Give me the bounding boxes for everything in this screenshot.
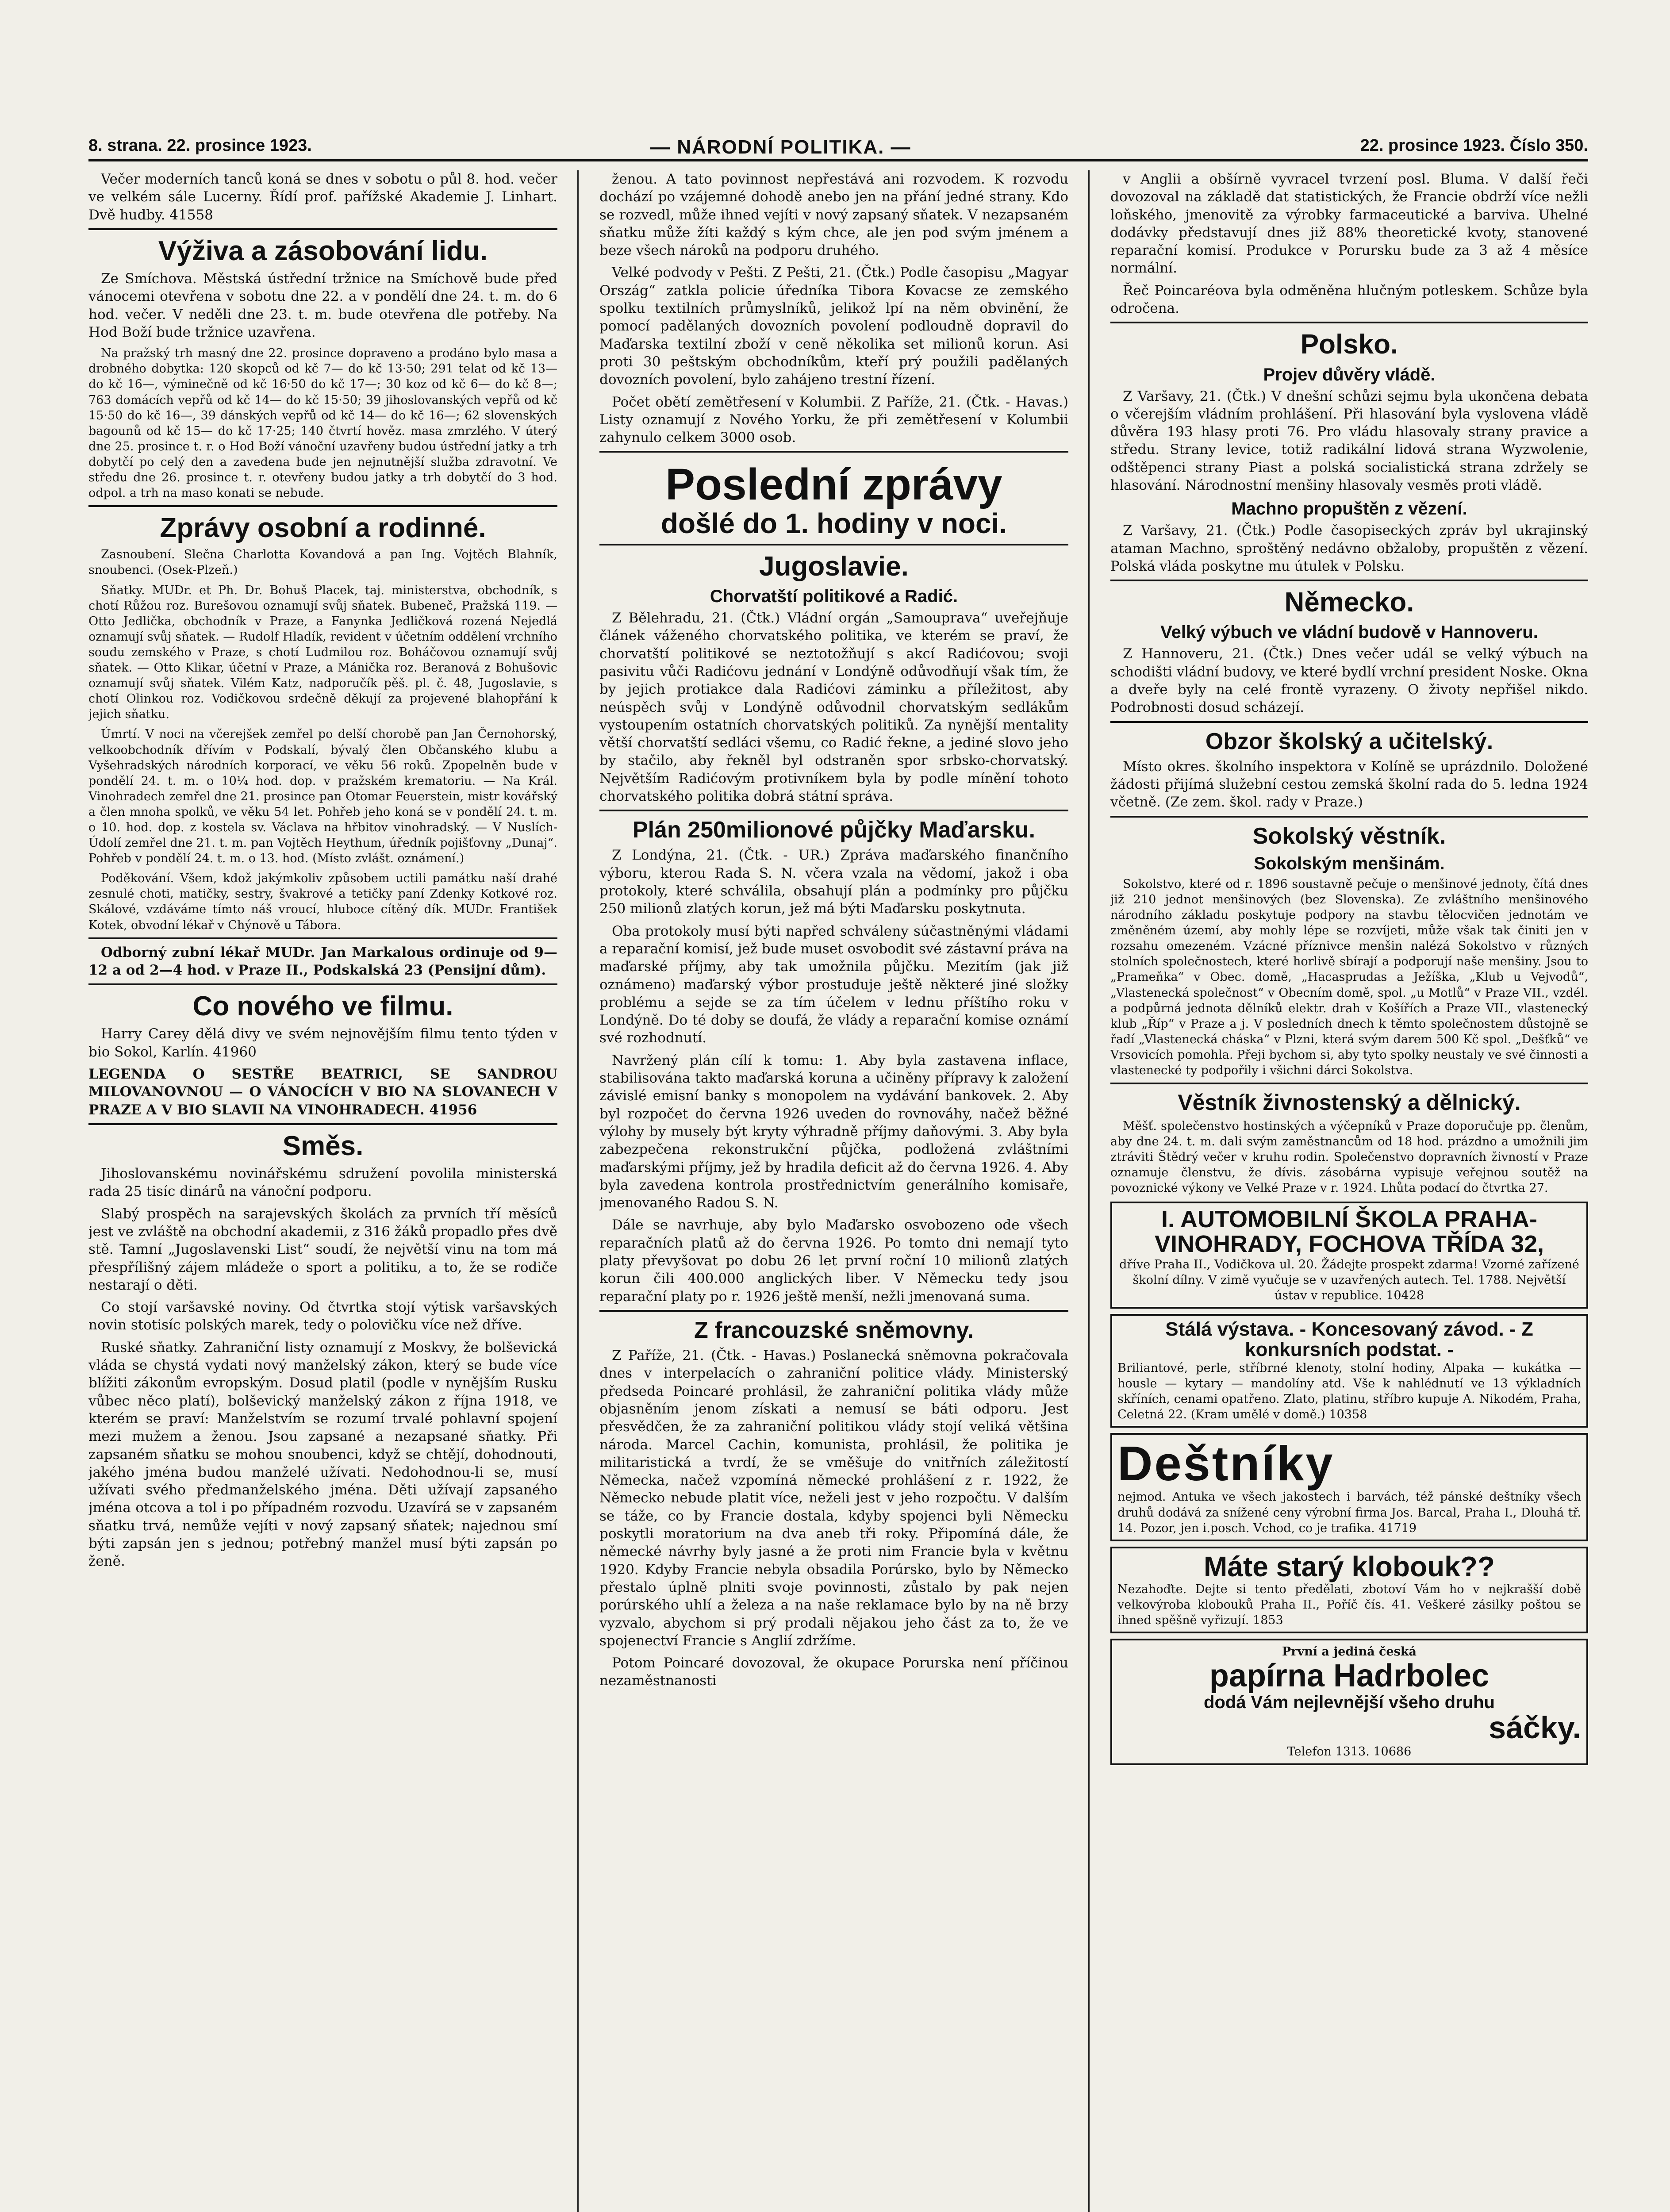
- article-headline: Sokolským menšinám.: [1254, 853, 1445, 873]
- section-title: Směs.: [282, 1130, 364, 1161]
- divider: [88, 1123, 557, 1125]
- divider: [88, 983, 557, 985]
- article-paragraph: Měšť. společenstvo hostinských a výčepníků v Praze doporučuje pp. členům, aby dne 24. t. m. dali svým zaměstnancům od 18 hod. prázdno a umožnili jim ztráviti Štědrý večer v kruhu rodin. Společenstvo dopravních živností v Praze oznamuje členstvu, že dívis. zásobárna vypisuje veřejnou soutěž na povoznické výkony ve Velké Praze v r. 1924. Lhůta podací do čtvrtka 27.: [1110, 1119, 1588, 1195]
- article-headline: Projev důvěry vládě.: [1263, 365, 1436, 384]
- article-paragraph: Ruské sňatky. Zahraniční listy oznamují z Moskvy, že bolševická vláda se chystá vydati nový manželský zákon, který se bude více blížiti zákonům evropským. Dosud platil (podle v nynějším Rusku vůbec něco platí), bolševický manželský zákon z října 1918, ve kterém se praví: Manželstvím se rozumí trvalé pohlavní spojení mezi mužem a ženou. Jsou zapsané a nezapsané sňatky. Při zapsaném sňatku se mohou snoubenci, když se chtějí, dohodnouti, jakého jména budou manželé užívati. Nedohodnou-li se, musí užívati svého předmanželského jména. Děti užívají zapsaného jména otcova a tol i po případném rozvodu. Uzavírá se v zapsaném sňatku trvá, nemůže vejíti v nový zapsaný sňatek; najednou smí býti zapsán jen s jednou; potřebný manžel musí býti zapsán po ženě.: [88, 1339, 557, 1570]
- article-paragraph: Na pražský trh masný dne 22. prosince dopraveno a prodáno bylo masa a drobného dobytka: 120 skopců od kč 7— do kč 13·50; 291 telat od kč 13— do kč 16—, výminečně od kč 16·50 do kč 17—; 30 koz od kč 6— do kč 8—; 763 domácích vepřů od kč 14— do kč 15·50; 39 jihoslovanských vepřů od kč 15·50 do kč 16—, 39 dánských vepřů od kč 14— do kč 16—; 62 slovenských bagounů od kč 15— do kč 17·25; 140 čtvrtí hověz. masa zmrzlého. V úterý dne 25. prosince t. r. o Hod Boží vánoční uzavřeny budou ústřední jatky a trh dobytčí po celý den a zavedena bude jen nejnutnější služba zdravotní. Ve středu dne 26. prosince t. r. otevřeny budou jatky a trh dobytčí do 3 hod. odpol. a trh na maso konati se nebude.: [88, 346, 557, 500]
- article-headline: Velký výbuch ve vládní budově v Hannoveru.: [1160, 622, 1538, 642]
- advertisement-paper-mill: [1110, 1639, 1588, 1765]
- section-title: Jugoslavie.: [759, 551, 909, 582]
- advertisement-driving-school: [1110, 1202, 1588, 1309]
- section-title: Zprávy osobní a rodinné.: [160, 513, 486, 544]
- section-title: Co nového ve filmu.: [192, 991, 453, 1022]
- latest-news-title: Poslední zprávy: [665, 460, 1002, 510]
- column-1: [88, 170, 557, 1575]
- newspaper-page: [88, 133, 1588, 2212]
- article-paragraph: Potom Poincaré dovozoval, že okupace Porurska není příčinou nezaměstnanosti: [599, 1655, 1068, 1689]
- article-paragraph: Sokolstvo, které od r. 1896 soustavně pečuje o menšinové jednoty, čítá dnes již 210 jednot menšinových (bez Slovenska). Ze zvláštního menšinového národního základu poskytuje podpory na stavbu tělocvičen jednotám ve změněném území, aby mohly lépe se rozvíjeti, může však tak činiti jen v rozsahu omezeném. Vzácné příznivce menšin nalézá Sokolstvo v různých stolních společnostech, které horlivě sbírají a podporují naše menšiny. Jsou to „Prameňka“ v Obec. domě, „Hacasprudas a Ježíška, „Klub u Vejvodů“, „Vlastenecká společnost“ v Obecním domě, spol. „u Motlů“ v Praze VII., vzdél. a podpůrná jednota dělníků elektr. drah v Košířích a Praze VII., vlastenecký klub „Říp“ v Praze a j. V posledních dnech k těmto společnostem důstojně se řadí „Vlastenecká cháska“ v Plzni, která svým darem 500 Kč spol. „Dešťků“ ve Vrsovicích pomohla. Přeji bychom si, aby tyto spolky neustaly ve své činnosti a vlastenecké ty podpořily i všichni dárci Sokolstva.: [1110, 877, 1588, 1077]
- latest-news-subtitle: došlé do 1. hodiny v noci.: [660, 507, 1007, 540]
- article-paragraph: ženou. A tato povinnost nepřestává ani rozvodem. K rozvodu dochází po vzájemné dohodě anebo jen na přání jedné strany. Kdo se rozvedl, může ihned vejíti v nový zapsaný sňatek. V nezapsaném sňatku může žíti každý s kým chce, ale jen pod svým jménem a beze všech nároků na podporu druhého.: [599, 171, 1068, 259]
- article-paragraph: Z Varšavy, 21. (Čtk.) Podle časopiseckých zpráv byl ukrajinský ataman Machno, sproštěný nedávno obžaloby, propuštěn z vězení. Polská vláda poskytne mu útulek v Polsku.: [1110, 522, 1588, 574]
- ad-text: První a jediná česká: [1282, 1645, 1417, 1659]
- section-title: Věstník živnostenský a dělnický.: [1178, 1090, 1521, 1115]
- ad-title: Máte starý klobouk??: [1204, 1550, 1495, 1582]
- article-headline: Machno propuštěn z vězení.: [1231, 499, 1467, 519]
- ad-text: Telefon 1313. 10686: [1287, 1745, 1412, 1759]
- divider: [1110, 721, 1588, 723]
- column-rule: [1088, 170, 1090, 2212]
- divider: [1110, 322, 1588, 323]
- article-paragraph: Počet obětí zemětřesení v Kolumbii. Z Paříže, 21. (Čtk. - Havas.) Listy oznamují z Nového Yorku, že při zemětřesení v Kolumbii zahynulo celkem 3000 osob.: [599, 394, 1068, 446]
- ad-title: Deštníky: [1117, 1436, 1335, 1491]
- article-paragraph: Řeč Poincaréova byla odměněna hlučným potleskem. Schůze byla odročena.: [1110, 282, 1588, 317]
- article-paragraph: LEGENDA O SESTŘE BEATRICI, SE SANDROU MILOVANOVNOU — O VÁNOCÍCH V BIO NA SLOVANECH V PRAZE A V BIO SLAVII NA VINOHRADECH. 41956: [88, 1066, 557, 1118]
- section-title: Sokolský věstník.: [1252, 823, 1446, 849]
- divider: [599, 451, 1068, 453]
- divider: [88, 228, 557, 230]
- advertisement-hats: [1110, 1547, 1588, 1633]
- ad-text: Briliantové, perle, stříbrné klenoty, stolní hodiny, Alpaka — kukátka — housle — kytary — mandolíny atd. Vše k nahlédnutí ve 13 výkladních skříních, cenami opatřeno. Zlato, platinu, stříbro kupuje A. Nikodém, Praha, Celetná 22. (Kram umělé v domě.) 10358: [1117, 1361, 1581, 1421]
- ad-title: papírna Hadrbolec: [1209, 1658, 1490, 1694]
- column-rule: [577, 170, 579, 2212]
- divider: [599, 810, 1068, 811]
- article-paragraph: Jihoslovanskému novinářskému sdružení povolila ministerská rada 25 tisíc dinárů na vánoční podporu.: [88, 1166, 557, 1200]
- article-paragraph: Z Bělehradu, 21. (Čtk.) Vládní orgán „Samouprava“ uveřejňuje článek váženého chorvatského politika, ve kterém se praví, že chorvatští politikové se neztotožňují s akcí Radićovou; svoji pasivitu vůči Radićovu jednání v Londýně odůvodňují však tím, že by jejich protiakce dala Radićovi záminku a příležitost, aby neúspěch svůj v Londýně odůvodnil chorvatským sedlákům vystoupením ostatních chorvatských politiků. Za nynější mentality větší chorvatští sedláci všemu, co Radić řekne, a jediné slovo jeho by stačilo, aby řekněl byl odstraněn spor srbsko-chorvatský. Největším Radićovým protivníkem byla by podle mínění tohoto chorvatského politika dobrá státní správa.: [599, 610, 1068, 804]
- article-paragraph: Slabý prospěch na sarajevských školách za prvních tří měsíců jest ve zvláště na obchodní akademii, z 316 žáků propadlo přes dvě stě. Tamní „Jugoslavenski List“ soudí, že největší vinu na tom má přespřílišný zájem mládeže o sport a politiku, a to, že se rodiče nestarají o děti.: [88, 1206, 557, 1293]
- article-paragraph: Z Hannoveru, 21. (Čtk.) Dnes večer udál se velký výbuch na schodišti vládní budovy, ve které bydlí vrchní president Noske. Okna a dveře byly na celé frontě vyrazeny. O životy nepřišel nikdo. Podrobnosti dosud scházejí.: [1110, 646, 1588, 716]
- article-paragraph: Dále se navrhuje, aby bylo Maďarsko osvobozeno ode všech reparačních platů až do června 1926. Po tomto dni nemají tyto platy převyšovat po dobu 26 let první roční 10 milionů zlatých korun čili 400.000 anglických liber. V Německu tedy jsou reparační platy po r. 1926 ještě menší, nežli jmenovaná suma.: [599, 1217, 1068, 1305]
- issue-number: 22. prosince 1923. Číslo 350.: [1360, 136, 1588, 155]
- section-title: Obzor školský a učitelský.: [1205, 728, 1493, 754]
- page-date: 8. strana. 22. prosince 1923.: [88, 136, 312, 155]
- ad-title: Stálá výstava. - Koncesovaný závod. - Z konkursních podstat. -: [1165, 1318, 1533, 1361]
- column-2: [599, 170, 1068, 1694]
- article-paragraph: Z Londýna, 21. (Čtk. - UR.) Zpráva maďarského finančního výboru, kterou Rada S. N. včera vzala na vědomí, jakož i oba protokoly, které schválila, obsahují plán a podmínky pro půjčku 250 milionů zlatých korun, jež má býti Maďarsku poskytnuta.: [599, 847, 1068, 917]
- article-paragraph: Navržený plán cílí k tomu: 1. Aby byla zastavena inflace, stabilisována takto maďarská koruna a učiněny přípravy k založení závislé emisní banky s monopolem na vydávání bankovek. 2. Aby byl rozpočet do června 1926 uveden do rovnováhy, načež běžné výlohy by musely být kryty výhradně příjmy daňovými. 3. Aby byla zabezpečena rekonstrukční půjčka, podložená zvláštními maďarskými příjmy, jež by hradila deficit až do června 1926. 4. Aby byla zavedena kontrola prostřednictvím generálního komisaře, jmenovaného Radou S. N.: [599, 1052, 1068, 1211]
- divider: [88, 505, 557, 507]
- article-paragraph: Ze Smíchova. Městská ústřední tržnice na Smíchově bude před vánocemi otevřena v sobotu dne 22. a v pondělí dne 24. t. m. do 6 hod. večer. V neděli dne 23. t. m. bude otevřena dle potřeby. Na Hod Boží bude tržnice uzavřena.: [88, 271, 557, 340]
- article-paragraph: Oba protokoly musí býti napřed schváleny súčastněnými vládami a reparační komisí, jež bude muset osvobodit své zástavní práva na maďarské příjmy, aby tak umožnila půjčku. Mezitím (jak již oznámeno) maďarský výbor prostuduje ještě některé jiné složky problému a sejde se za tím účelem v lednu příštího roku v Londýně. Do té doby se doufá, že vlády a reparační komise oznámí své rozhodnutí.: [599, 923, 1068, 1046]
- ad-title: sáčky.: [1489, 1710, 1581, 1745]
- divider: [1110, 580, 1588, 581]
- article-paragraph: v Anglii a obšírně vyvracel tvrzení posl. Bluma. V další řeči dovozoval na základě dat statistických, že Francie obdrží více nežli loňského, jmenovitě za výrobky farmaceutické a barviva. Uhelné dodávky představují dnes již 88% theoretické kvoty, stanovené reparační komisí. Produkce v Porursku bude za 3 až 4 měsíce normální.: [1110, 171, 1588, 276]
- article-headline: Plán 250milionové půjčky Maďarsku.: [632, 817, 1036, 843]
- article-paragraph: Úmrtí. V noci na včerejšek zemřel po delší chorobě pan Jan Černohorský, velkoobchodník dřívím v Podskalí, bývalý člen Občanského klubu a Vyšehradských národních korporací, ve věku 56 roků. Zpopelněn bude v pondělí 24. t. m. o 10¼ hod. dop. v pražském krematoriu. — Na Král. Vinohradech zemřel dne 21. prosince pan Otomar Feuerstein, mistr kovářský a člen mnoha spolků, ve věku 54 let. Pohřeb jeho koná se v pondělí 24. t. m. o 10. hod. dop. z kostela sv. Václava na hřbitov vinohradský. — V Nuslích-Údolí zemřel dne 21. t. m. pan Vojtěch Heythum, úředník pojišťovny „Dunaj“. Pohřeb v pondělí 24. t. m. o 13. hod. (Místo zvlášt. oznámení.): [88, 727, 557, 866]
- article-paragraph: Velké podvody v Pešti. Z Pešti, 21. (Čtk.) Podle časopisu „Magyar Ország“ zatkla policie úředníka Tibora Kovacse ze zemského spolku textilních průmyslníků, jelikož lpí na něm obvinění, že pomocí padělaných dovozních povolení podloudně dopravil do Maďarska textilní zboží v ceně několika set milionů korun. Asi proti 30 peštským obchodníkům, kteří prý použili padělaných dovozních povolení, bylo zahájeno trestní řízení.: [599, 265, 1068, 388]
- intro-notice: Večer moderních tanců koná se dnes v sobotu o půl 8. hod. večer ve velkém sále Lucerny. Řídí prof. pařížské Akademie J. Linhart. Dvě hudby. 41558: [88, 171, 557, 223]
- section-title: Polsko.: [1300, 329, 1398, 360]
- section-title: Německo.: [1284, 587, 1414, 618]
- divider: [1110, 816, 1588, 818]
- article-headline: Chorvatští politikové a Radić.: [710, 587, 958, 607]
- page-header: [88, 133, 1588, 161]
- ad-title: I. AUTOMOBILNÍ ŠKOLA PRAHA-VINOHRADY, FOCHOVA TŘÍDA 32,: [1154, 1206, 1544, 1258]
- article-paragraph: Poděkování. Všem, kdož jakýmkoliv způsobem uctili památku naší drahé zesnulé choti, matičky, sestry, švakrové a tetičky paní Zdenky Kotkové roz. Skálové, vzdáváme tímto náš vroucí, hluboce cítěný dík. MUDr. František Kotek, obvodní lékař v Chýnově u Tábora.: [88, 872, 557, 932]
- article-headline: Z francouzské sněmovny.: [694, 1317, 974, 1343]
- divider: [1110, 1083, 1588, 1084]
- divider: [599, 1310, 1068, 1312]
- article-paragraph: Z Paříže, 21. (Čtk. - Havas.) Poslanecká sněmovna pokračovala dnes v interpelacích o zahraniční politice vlády. Ministerský předseda Poincaré prohlásil, že zahraniční politika vlády může objasněním jenom získati a nemusí se báti odporu. Jest přesvědčen, že za zahraniční politikou vlády stojí veliká většina národa. Marcel Cachin, komunista, prohlásil, že politika je militaristická a tvrdí, že se vměšuje do vnitřních záležitostí Německa, načež vzpomíná německé prohlášení z r. 1922, že Německo nebude platit více, neželi jest v jeho rozpočtu. V dalším se táže, co by Francie dostala, kdyby spojenci byli Německu poskytli moratorium na dva aneb tři roky. Připomíná dále, že německé návrhy byly jasné a že proti nim Francie byla v květnu 1920. Kdyby Francie nebyla obsadila Porúrsko, bylo by Německo přestalo úplně plniti svoje povinnosti, zůstalo by pak nejen porúrského uhlí a železa a na naše reklamace bylo by na ně brzy vyzvalo, abychom si prý prodali nějakou jeho část za to, že ve spojenectví Francie s Anglií zdržíme.: [599, 1348, 1068, 1649]
- divider: [599, 544, 1068, 545]
- article-paragraph: Harry Carey dělá divy ve svém nejnovějším filmu tento týden v bio Sokol, Karlín. 41960: [88, 1026, 557, 1060]
- article-paragraph: Z Varšavy, 21. (Čtk.) V dnešní schůzi sejmu byla ukončena debata o včerejším vládním prohlášení. Při hlasování byla vyslovena vládě důvěra 193 hlasy proti 76. Pro vládu hlasovaly strany pravice a středu. Strany levice, totiž radikální lidová strana Wyzwolenie, odštěpenci strany Piast a polská socialistická strana zdržely se hlasování. Národnostní menšiny hlasovaly vesměs proti vládě.: [1110, 388, 1588, 494]
- ad-text: dodá Vám nejlevnější všeho druhu: [1204, 1692, 1495, 1712]
- advertisement-jewellery: [1110, 1314, 1588, 1428]
- article-paragraph: Zasnoubení. Slečna Charlotta Kovandová a pan Ing. Vojtěch Blahník, snoubenci. (Osek-Plzeň.): [88, 548, 557, 577]
- divider: [88, 937, 557, 939]
- ad-text: Nezahoďte. Dejte si tento předělati, zbotoví Vám ho v nejkrašší době velkovýroba klobouků Praha II., Poříč čís. 41. Veškeré zásilky poštou se ihned spěšně vyřizují. 1853: [1117, 1582, 1581, 1628]
- advertisement-umbrellas: [1110, 1433, 1588, 1541]
- masthead: — NÁRODNÍ POLITIKA. —: [650, 136, 911, 158]
- column-3: [1110, 170, 1588, 1770]
- article-paragraph: Co stojí varšavské noviny. Od čtvrtka stojí výtisk varšavských novin stotisíc polských marek, tedy o polovičku více než dříve.: [88, 1299, 557, 1333]
- article-paragraph: Místo okres. školního inspektora v Kolíně se uprázdnilo. Doložené žádosti přijímá služební cestou zemská školní rada do 5. ledna 1924 včetně. (Ze zem. škol. rady v Praze.): [1110, 758, 1588, 810]
- dentist-notice: Odborný zubní lékař MUDr. Jan Markalous ordinuje od 9—12 a od 2—4 hod. v Praze II., Podskalská 23 (Pensijní dům).: [88, 944, 557, 978]
- article-paragraph: Sňatky. MUDr. et Ph. Dr. Bohuš Placek, taj. ministerstva, obchodník, s chotí Růžou roz. Burešovou oznamují svůj sňatek. Bubeneč, Pražská 119. — Otto Jedlička, obchodník v Praze, a Fanynka Jedličková rozená Nejedlá oznamují svůj sňatek. — Rudolf Hladík, revident v účetním oddělení vrchního soudu zemského v Praze, s chotí Ludmilou roz. Boháčovou oznamují svůj sňatek. — Otto Klikar, účetní v Praze, a Mánička roz. Beranová z Bohušovic oznamují svůj sňatek. Vilém Katz, nadporučík pěš. pl. č. 48, Jugoslavie, s chotí Olinkou roz. Vodičkovou srdečně děkují za projevené blahopřání k jejich sňatku.: [88, 583, 557, 722]
- section-title: Výživa a zásobování lidu.: [158, 235, 488, 266]
- ad-text: dříve Praha II., Vodičkova ul. 20. Žádejte prospekt zdarma! Vzorné zařízené školní dílny. V zimě vyučuje se v uzavřených autech. Tel. 1788. Největší ústav v republice. 10428: [1119, 1257, 1579, 1303]
- ad-text: nejmod. Antuka ve všech jakostech i barvách, též pánské deštníky všech druhů dodává za snížené ceny výrobní firma Jos. Barcal, Praha I., Dlouhá tř. 14. Pozor, jen i.posch. Vchod, co je trafika. 41719: [1117, 1490, 1581, 1535]
